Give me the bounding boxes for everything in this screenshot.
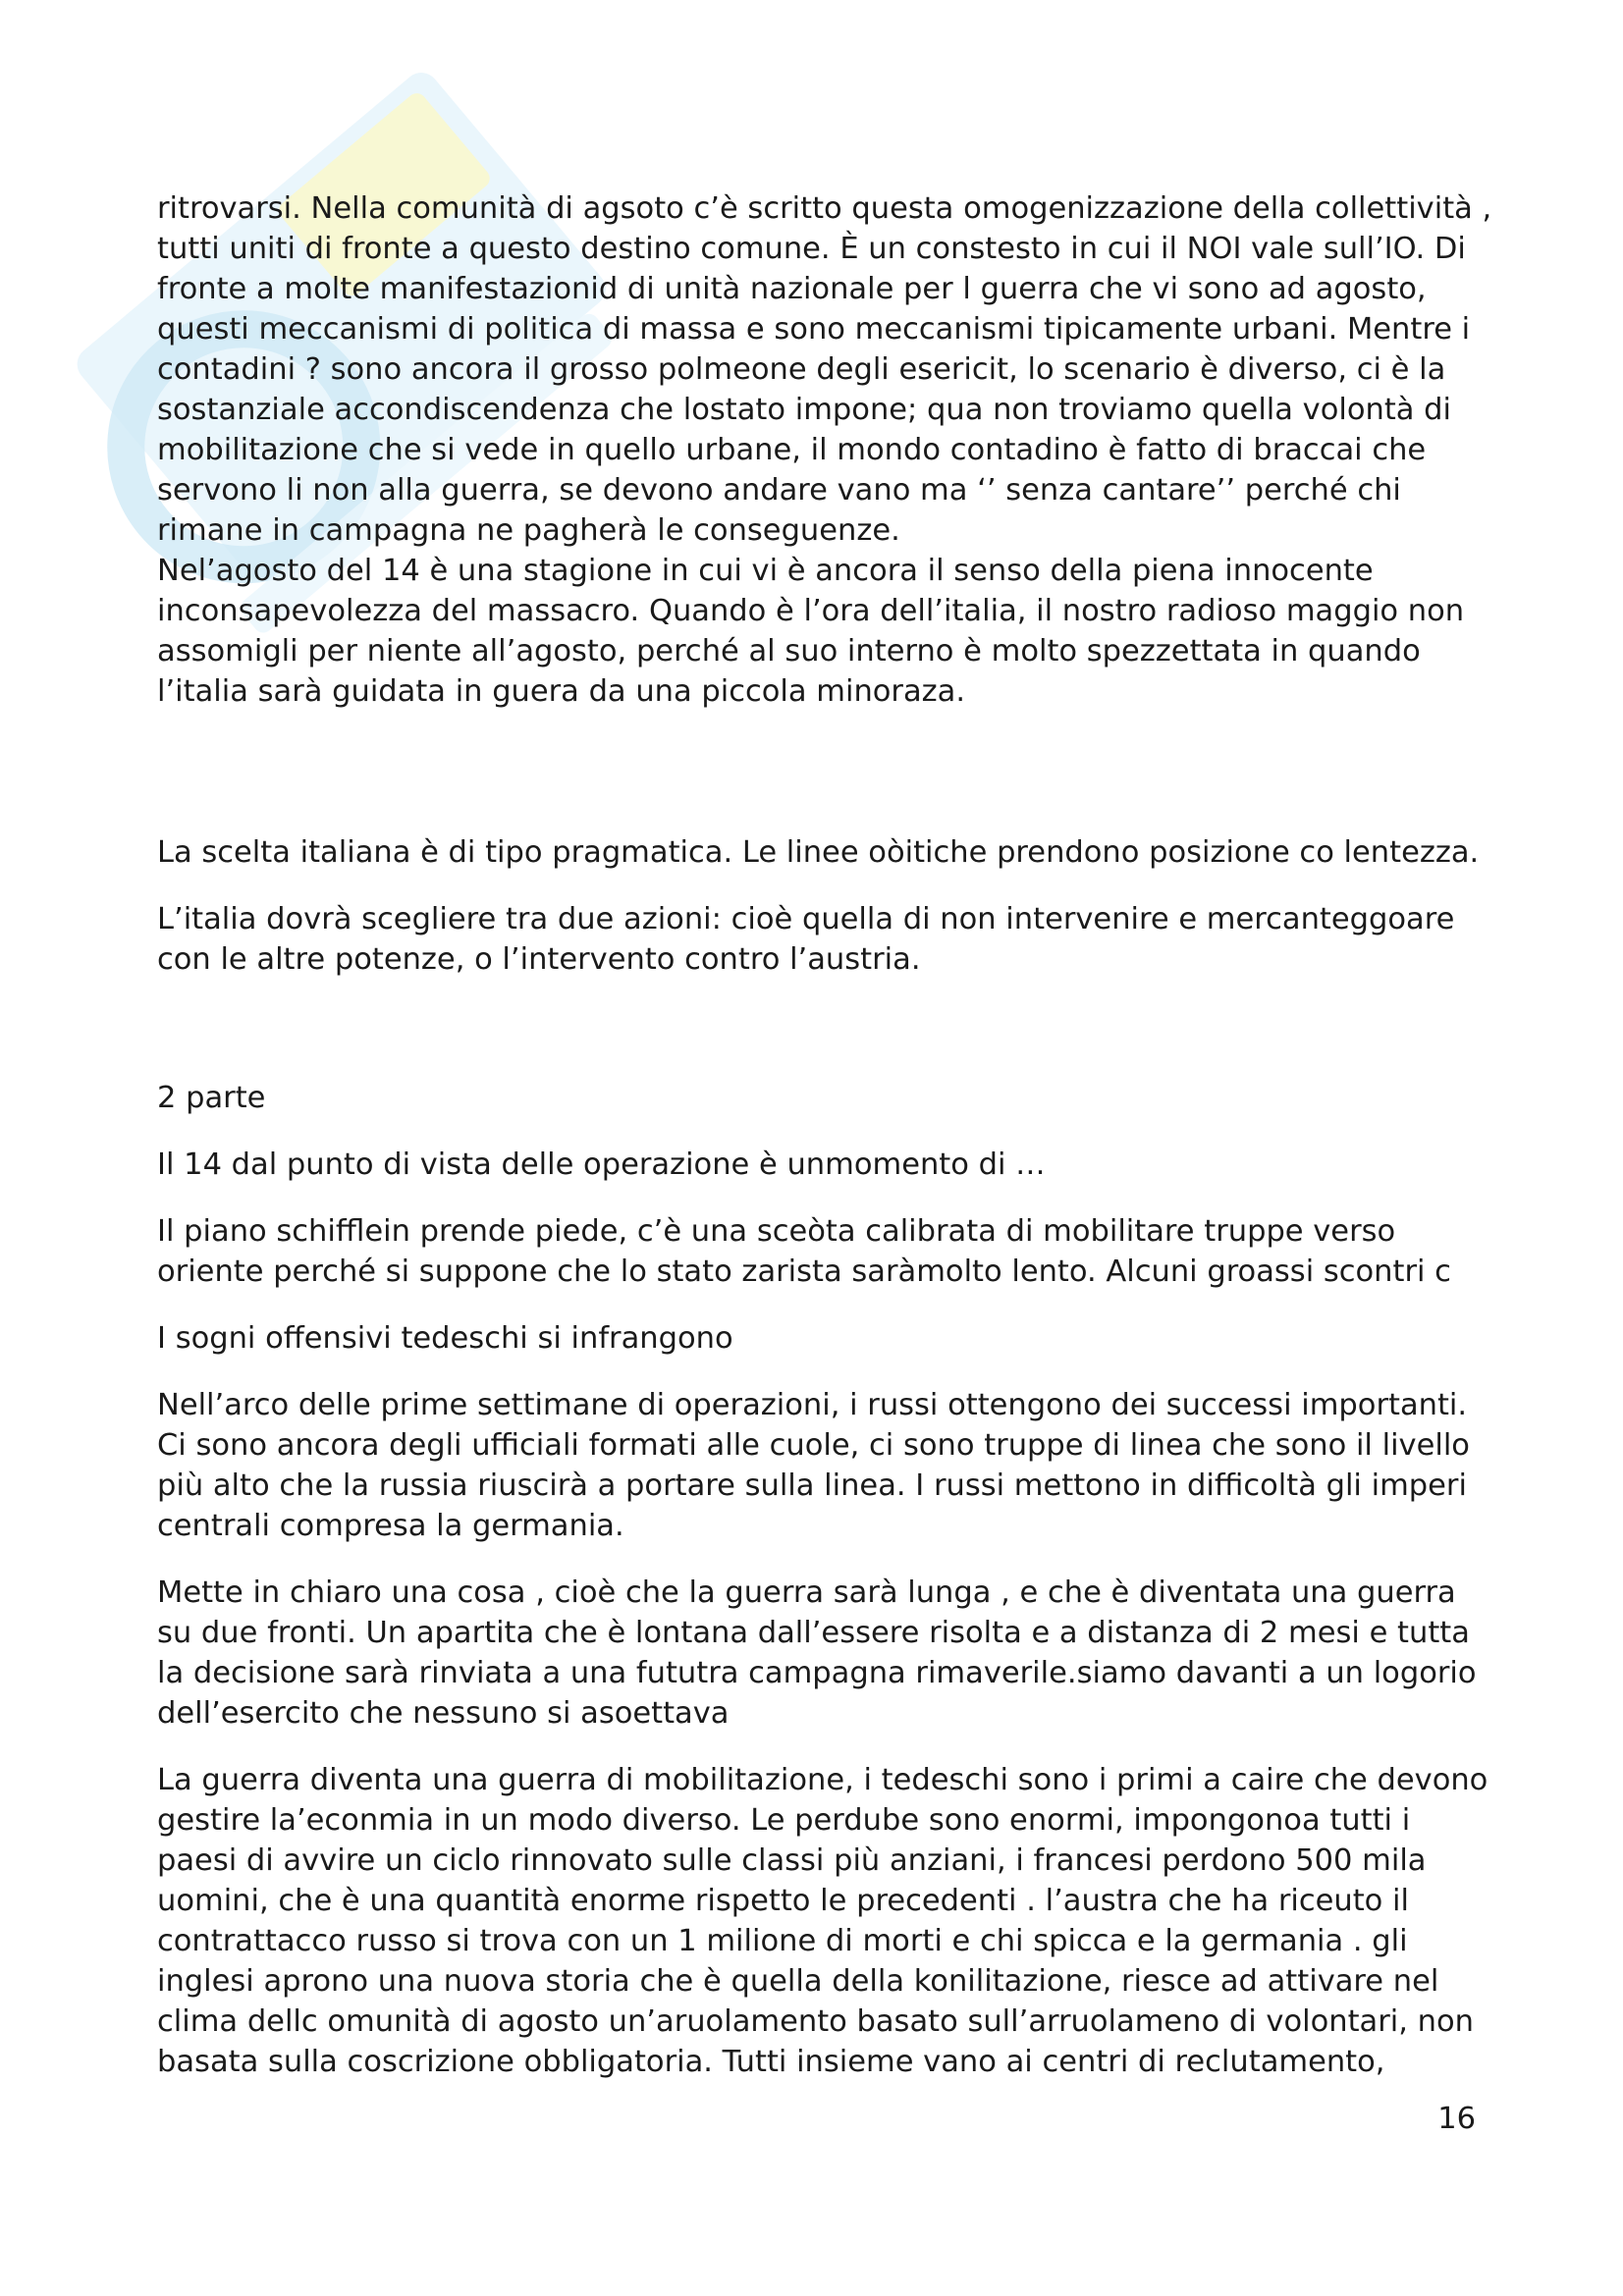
paragraph: Il piano schifflein prende piede, c’è una sceòta calibrata di mobilitare truppe verso oriente perché si suppone che lo stato zarista saràmolto lento. Alcuni groassi scontri c bbox=[157, 1214, 1451, 1289]
paragraph: La scelta italiana è di tipo pragmatica. Le linee oòitiche prendono posizione co lentezza. bbox=[157, 835, 1480, 870]
page-number: 16 bbox=[1437, 2102, 1476, 2136]
section-heading: 2 parte bbox=[157, 1081, 266, 1115]
paragraph: Nel’agosto del 14 è una stagione in cui vi è ancora il senso della piena innocente inconsapevolezza del massacro. Quando è l’ora dell’italia, il nostro radioso maggio non assomigli per niente all’agosto, perché al suo interno è molto spezzettata in quando l’italia sarà guidata in guera da una piccola minoraza. bbox=[157, 554, 1465, 709]
paragraph: L’italia dovrà scegliere tra due azioni: cioè quella di non intervenire e mercanteggoare con le altre potenze, o l’intervento contro l’austria. bbox=[157, 902, 1455, 977]
paragraph: La guerra diventa una guerra di mobilitazione, i tedeschi sono i primi a caire che devono gestire la’econmia in un modo diverso. Le perdube sono enormi, impongonoa tutti i paesi di avvire un ciclo rinnovato sulle classi più anziani, i francesi perdono 500 mila uomini, che è una quantità enorme rispetto le precedenti . l’austra che ha riceuto il contrattacco russo si trova con un 1 milione di morti e chi spicca e la germania . gli inglesi aprono una nuova storia che è quella della konilitazione, riesce ad attivare nel clima dellc omunità di agosto un’aruolamento basato sull’arruolameno di volontari, non basata sulla coscrizione obbligatoria. Tutti insieme vano ai centri di reclutamento, bbox=[157, 1763, 1488, 2079]
paragraph: Mette in chiaro una cosa , cioè che la guerra sarà lunga , e che è diventata una guerra su due fronti. Un apartita che è lontana dall’essere risolta e a distanza di 2 mesi e tutta la decisione sarà rinviata a una fututra campagna rimaverile.siamo davanti a un logorio dell’esercito che nessuno si asoettava bbox=[157, 1575, 1477, 1731]
paragraph: I sogni offensivi tedeschi si infrangono bbox=[157, 1321, 733, 1356]
paragraph: ritrovarsi. Nella comunità di agsoto c’è scritto questa omogenizzazione della collettività , tutti uniti di fronte a questo destino comune. È un constesto in cui il NOI vale sull’IO. Di fronte a molte manifestazionid di unità nazionale per l guerra che vi sono ad agosto, questi meccanismi di politica di massa e sono meccanismi tipicamente urbani. Mentre i contadini ? sono ancora il grosso polmeone degli esericit, lo scenario è diverso, ci è la sostanziale accondiscendenza che lostato impone; qua non troviamo quella volontà di mobilitazione che si vede in quello urbane, il mondo contadino è fatto di braccai che servono li non alla guerra, se devono andare vano ma ‘’ senza cantare’’ perché chi rimane in campagna ne pagherà le conseguenze. bbox=[157, 191, 1492, 548]
paragraph: Il 14 dal punto di vista delle operazione è unmomento di … bbox=[157, 1148, 1046, 1182]
document-body bbox=[157, 188, 1492, 2082]
paragraph: Nell’arco delle prime settimane di operazioni, i russi ottengono dei successi importanti. Ci sono ancora degli ufficiali formati alle cuole, ci sono truppe di linea che sono il livello più alto che la russia riuscirà a portare sulla linea. I russi mettono in difficoltà gli imperi centrali compresa la germania. bbox=[157, 1388, 1470, 1543]
